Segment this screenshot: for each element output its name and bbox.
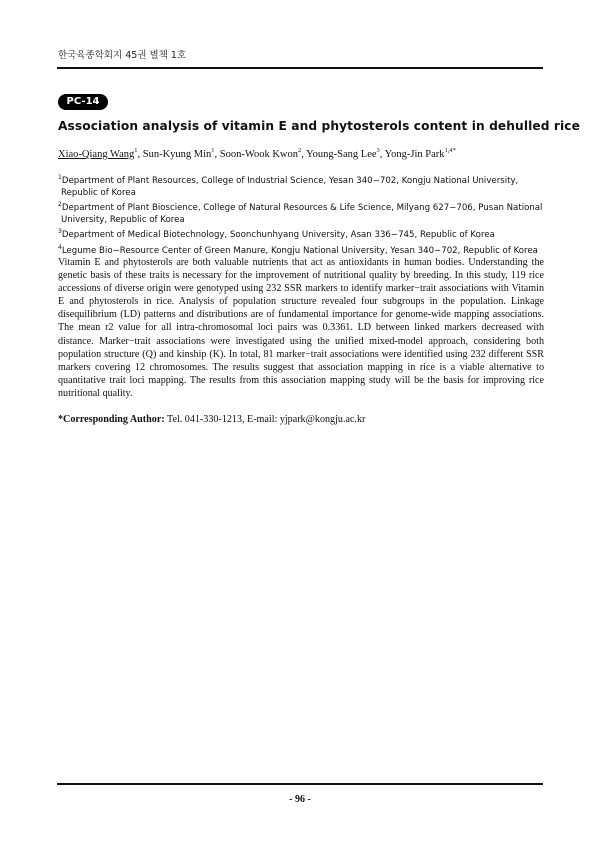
affiliation-item	[58, 172, 546, 199]
author-separator: ,	[214, 149, 220, 160]
affiliation-text: Department of Plant Resources, College of Industrial Science, Yesan 340−702, Kongju National University, Republic of Korea	[61, 176, 519, 198]
author-affiliation-mark: 2	[298, 147, 302, 154]
author-name: Young-Sang Lee	[306, 149, 377, 160]
author-affiliation-mark: 3	[376, 147, 380, 154]
affiliation-text: Department of Plant Bioscience, College of Natural Resources & Life Science, Milyang 627−706, Pusan National University, Republic of Korea	[61, 203, 543, 225]
affiliation-item	[58, 199, 546, 226]
author-name: Yong-Jin Park	[384, 149, 445, 160]
author-separator: ,	[301, 149, 307, 160]
poster-id-badge: PC-14	[58, 94, 108, 110]
author-list	[58, 147, 548, 160]
affiliation-item	[58, 226, 546, 242]
page-number: - 96 -	[289, 794, 311, 805]
author-name: Xiao-Qiang Wang	[58, 149, 135, 160]
journal-header: 한국육종학회지 45권 별책 1호	[58, 50, 187, 61]
author-name: Sun-Kyung Min	[142, 149, 212, 160]
author-separator: ,	[379, 149, 385, 160]
corresponding-author	[58, 414, 365, 425]
affiliation-text: Legume Bio−Resource Center of Green Manure, Kongju National University, Yesan 340−702, Republic of Korea	[61, 245, 538, 256]
affiliation-list	[58, 172, 546, 258]
author-affiliation-mark: 1	[211, 147, 215, 154]
author-name: Soon-Wook Kwon	[219, 149, 298, 160]
header-rule	[57, 67, 543, 69]
corresponding-label: *Corresponding Author:	[58, 414, 165, 425]
corresponding-contact: Tel. 041-330-1213, E-mail: yjpark@kongju.ac.kr	[164, 414, 366, 425]
affiliation-text: Department of Medical Biotechnology, Soonchunhyang University, Asan 336−745, Republic of Korea	[61, 230, 495, 241]
affiliation-number: 4	[58, 243, 62, 251]
affiliation-number: 2	[58, 201, 62, 209]
author-affiliation-mark: 1,4*	[444, 147, 456, 154]
author-separator: ,	[137, 149, 143, 160]
author-affiliation-mark: 1	[134, 147, 138, 154]
abstract-text: Vitamin E and phytosterols are both valuable nutrients that act as antioxidants in human bodies. Understanding the genetic basis of these traits is necessary for the improvement of nutritional quality by breeding. In this study, 119 rice accessions of diverse origin were genotyped using 232 SSR markers to identify marker−trait associations with Vitamin E and phytosterols in rice. Analysis of population structure revealed four subgroups in the population. Linkage disequilibrium (LD) patterns and distributions are of fundamental importance for genome-wide mapping associations. The mean r2 value for all intra-chromosomal loci pairs was 0.3361. LD between linked markers decreased with distance. Marker−trait associations were investigated using the unified mixed-model approach, considering both population structure (Q) and kinship (K). In total, 81 marker−trait associations were identified using 232 different SSR markers covering 12 chromosomes. The results suggest that association mapping in rice is a viable alternative to quantitative trait loci mapping. The results from this association mapping study will be the basis for improving rice nutritional quality.	[58, 257, 544, 399]
footer-rule	[57, 783, 543, 785]
paper-title: Association analysis of vitamin E and phytosterols content in dehulled rice	[58, 119, 580, 133]
affiliation-number: 3	[58, 228, 62, 236]
affiliation-number: 1	[58, 174, 62, 181]
